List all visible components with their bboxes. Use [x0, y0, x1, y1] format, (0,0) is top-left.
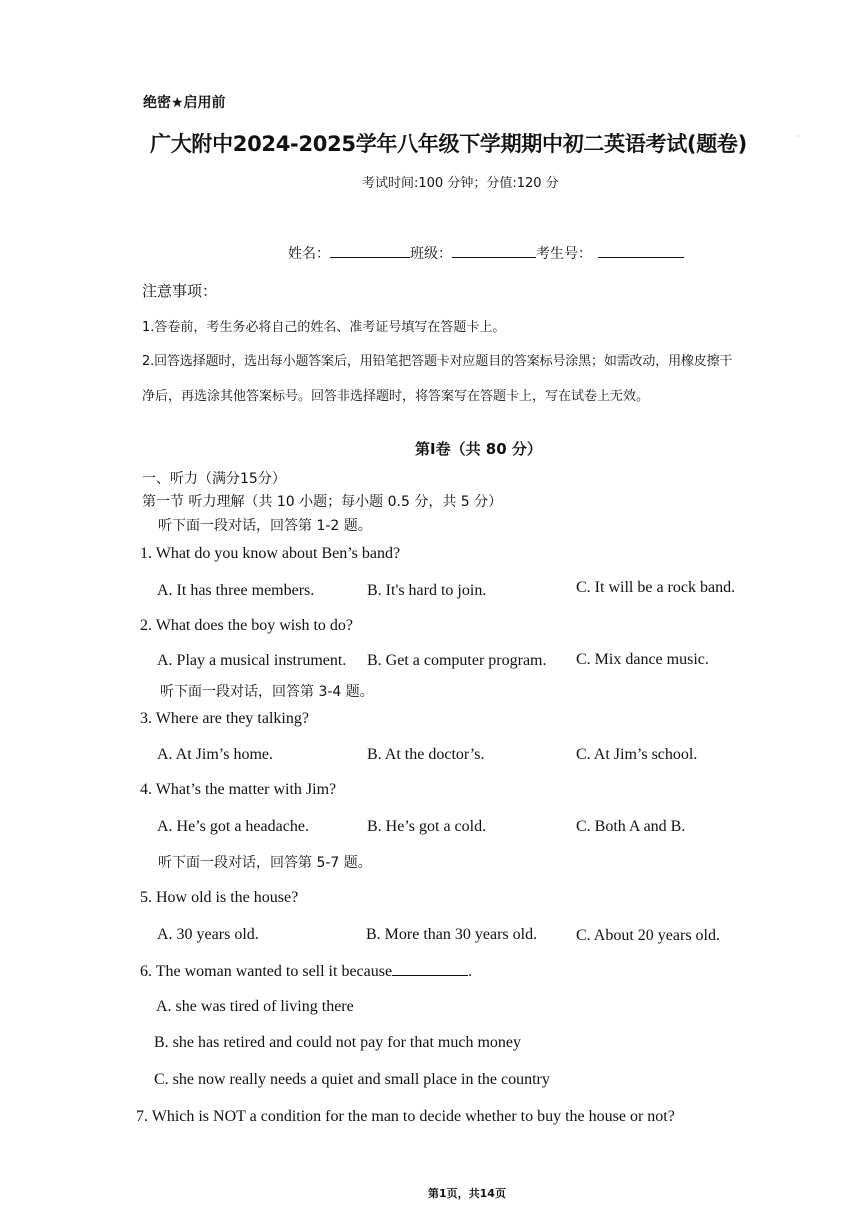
question-5: 5. How old is the house?	[140, 889, 299, 906]
student-info-row	[288, 243, 684, 263]
id-label: 考生号：	[536, 246, 592, 262]
question-3-option-c: C. At Jim’s school.	[576, 746, 698, 763]
question-4-option-a: A. He’s got a headache.	[157, 818, 309, 835]
question-4-option-b: B. He’s got a cold.	[367, 818, 487, 835]
bleed-through-mark: ·	[795, 125, 802, 150]
class-blank[interactable]	[452, 243, 536, 258]
question-5-option-c: C. About 20 years old.	[576, 927, 720, 944]
question-3-option-a: A. At Jim’s home.	[157, 746, 274, 763]
question-2-option-c: C. Mix dance music.	[576, 651, 709, 668]
name-blank[interactable]	[330, 243, 410, 258]
section-1-part-1: 第一节 听力理解（共 10 小题；每小题 0.5 分，共 5 分）	[142, 494, 503, 510]
question-6-option-c: C. she now really needs a quiet and small place in the country	[154, 1071, 550, 1088]
question-7: 7. Which is NOT a condition for the man to decide whether to buy the house or not?	[136, 1108, 675, 1125]
question-6-option-b: B. she has retired and could not pay for that much money	[154, 1034, 522, 1051]
name-label: 姓名：	[288, 246, 330, 262]
id-blank[interactable]	[598, 243, 684, 258]
notes-item-2-line-2: 净后，再选涂其他答案标号。回答非选择题时，将答案写在答题卡上，写在试卷上无效。	[142, 389, 650, 404]
question-3-option-b: B. At the doctor’s.	[367, 746, 485, 763]
question-1-option-a: A. It has three members.	[157, 582, 315, 599]
instruction-5-7: 听下面一段对话，回答第 5-7 题。	[158, 855, 372, 871]
section-1-title: 一、听力（满分15分）	[142, 471, 286, 487]
instruction-3-4: 听下面一段对话，回答第 3-4 题。	[160, 684, 374, 700]
question-1: 1. What do you know about Ben’s band?	[140, 545, 401, 562]
notes-item-1: 1.答卷前，考生务必将自己的姓名、准考证号填写在答题卡上。	[142, 320, 506, 335]
question-4: 4. What’s the matter with Jim?	[140, 781, 337, 798]
notes-item-2-line-1: 2.回答选择题时，选出每小题答案后，用铅笔把答题卡对应题目的答案标号涂黑；如需改动，用橡皮擦干	[142, 354, 733, 369]
question-2-option-b: B. Get a computer program.	[367, 652, 547, 669]
question-1-option-b: B. It's hard to join.	[367, 582, 487, 599]
question-6-text: 6. The woman wanted to sell it because	[140, 963, 393, 980]
question-6-option-a: A. she was tired of living there	[156, 998, 354, 1015]
question-4-option-c: C. Both A and B.	[576, 818, 686, 835]
question-6-blank[interactable]	[392, 961, 468, 976]
confidential-label: 绝密★启用前	[143, 95, 226, 111]
question-6-period: .	[468, 963, 473, 980]
class-label: 班级：	[410, 246, 452, 262]
volume-title: 第Ⅰ卷（共 80 分）	[415, 440, 542, 458]
instruction-1-2: 听下面一段对话，回答第 1-2 题。	[158, 518, 372, 534]
question-6	[140, 961, 472, 981]
page-footer: 第1页，共14页	[428, 1187, 506, 1200]
notes-heading: 注意事项：	[142, 282, 218, 300]
question-5-option-b: B. More than 30 years old.	[366, 926, 538, 943]
question-3: 3. Where are they talking?	[140, 710, 309, 727]
question-2-option-a: A. Play a musical instrument.	[157, 652, 347, 669]
question-2: 2. What does the boy wish to do?	[140, 617, 354, 634]
question-5-option-a: A. 30 years old.	[157, 926, 259, 943]
question-1-option-c: C. It will be a rock band.	[576, 579, 736, 596]
exam-title: 广大附中2024-2025学年八年级下学期期中初二英语考试(题卷)	[150, 132, 747, 156]
exam-info: 考试时间:100 分钟；分值:120 分	[362, 176, 559, 191]
